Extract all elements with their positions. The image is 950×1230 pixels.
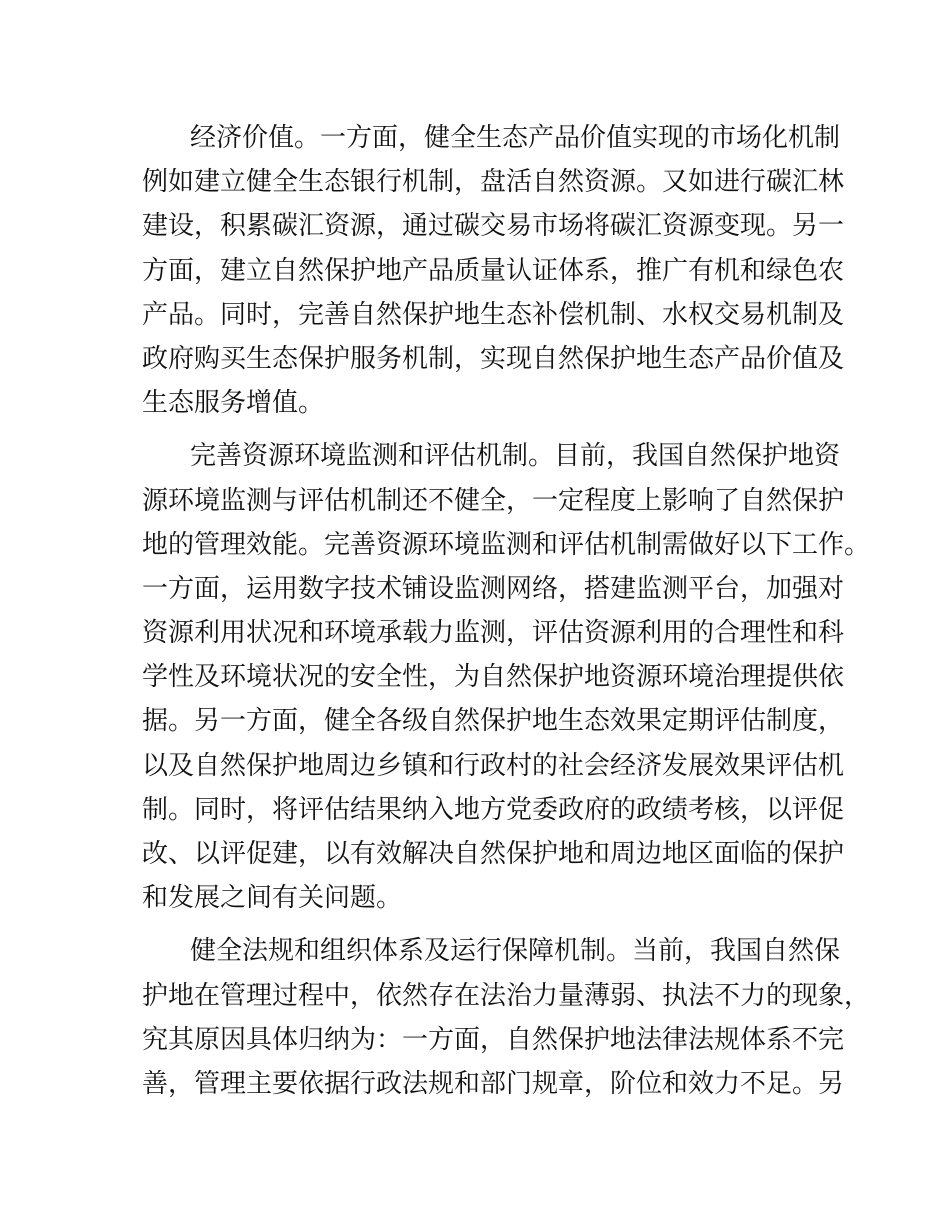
text-line: 方面，建立自然保护地产品质量认证体系，推广有机和绿色农 [142, 255, 845, 286]
text-line: 政府购买生态保护服务机制，实现自然保护地生态产品价值及 [142, 343, 845, 374]
text-line: 资源利用状况和环境承载力监测，评估资源利用的合理性和科 [142, 618, 845, 649]
text-line: 善，管理主要依据行政法规和部门规章，阶位和效力不足。另 [142, 1068, 845, 1099]
text-line: 改、以评促建，以有效解决自然保护地和周边地区面临的保护 [142, 839, 845, 869]
text-line: 生态服务增值。 [142, 388, 325, 419]
text-line: 以及自然保护地周边乡镇和行政村的社会经济发展效果评估机 [142, 750, 845, 781]
paragraph-legal-framework [142, 929, 871, 1106]
text-line: 究其原因具体归纳为：一方面，自然保护地法律法规体系不完 [142, 1024, 845, 1055]
text-line: 制。同时，将评估结果纳入地方党委政府的政绩考核，以评促 [142, 794, 845, 825]
text-line: 例如建立健全生态银行机制，盘活自然资源。又如进行碳汇林 [142, 167, 845, 198]
paragraph-monitoring-evaluation [142, 434, 871, 920]
text-line: 经济价值。一方面，健全生态产品价值实现的市场化机制 [190, 123, 841, 153]
text-line: 据。另一方面，健全各级自然保护地生态效果定期评估制度， [142, 706, 845, 737]
text-line: 和发展之间有关问题。 [142, 883, 403, 914]
text-line: 建设，积累碳汇资源，通过碳交易市场将碳汇资源变现。另一 [142, 211, 845, 242]
text-line: 护地在管理过程中，依然存在法治力量薄弱、执法不力的现象， [142, 980, 871, 1011]
text-line: 地的管理效能。完善资源环境监测和评估机制需做好以下工作。 [142, 529, 871, 560]
text-line: 完善资源环境监测和评估机制。目前，我国自然保护地资 [190, 441, 841, 472]
document-body [142, 116, 871, 1106]
text-line: 健全法规和组织体系及运行保障机制。当前，我国自然保 [190, 936, 841, 967]
text-line: 一方面，运用数字技术铺设监测网络，搭建监测平台，加强对 [142, 573, 845, 604]
paragraph-economic-value [142, 116, 845, 425]
text-line: 源环境监测与评估机制还不健全，一定程度上影响了自然保护 [142, 485, 845, 516]
text-line: 产品。同时，完善自然保护地生态补偿机制、水权交易机制及 [142, 299, 845, 330]
text-line: 学性及环境状况的安全性，为自然保护地资源环境治理提供依 [142, 662, 845, 693]
